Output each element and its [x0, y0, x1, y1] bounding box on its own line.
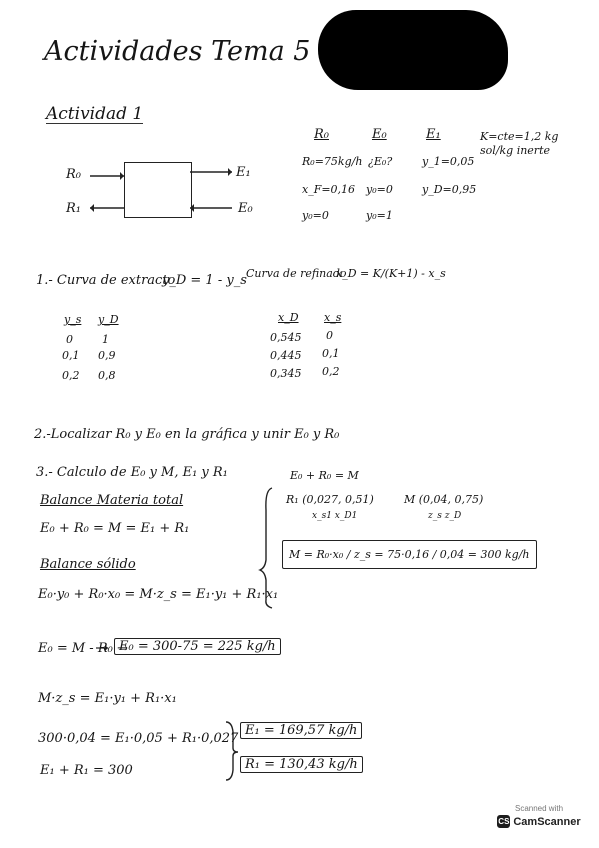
left-row-2-a: 0,1 — [62, 349, 80, 362]
balance-total-eq: E₀ + R₀ = M = E₁ + R₁ — [40, 521, 190, 536]
streams-header-r0: R₀ — [314, 127, 329, 142]
left-row-1-a: 0 — [66, 333, 73, 346]
e0-value-3: y₀=1 — [366, 209, 393, 222]
right-col-header-2: x_s — [324, 311, 342, 324]
right-row-2-a: 0,445 — [270, 349, 302, 362]
r0-value-1: R₀=75kg/h — [302, 155, 363, 168]
right-eq-1: E₀ + R₀ = M — [290, 469, 359, 482]
balance-solid-label: Balance sólido — [40, 557, 136, 572]
diagram-r0-label: R₀ — [66, 167, 81, 182]
page-title: Actividades Tema 5 — [44, 36, 311, 67]
right-eq-3-sub: z_s z_D — [428, 511, 462, 521]
e0-value-2: y₀=0 — [366, 183, 393, 196]
step2-text: 2.-Localizar R₀ y E₀ en la gráfica y unir E₀ y R₀ — [34, 427, 340, 442]
step1-eq2: x_D = K/(K+1) - x_s — [336, 267, 446, 280]
r0-value-2: x_F=0,16 — [302, 183, 356, 196]
watermark-top-text: Scanned with — [514, 804, 564, 813]
right-eq-3: M (0,04, 0,75) — [404, 493, 484, 506]
m-equation: M·z_s = E₁·y₁ + R₁·x₁ — [38, 691, 177, 706]
left-col-header-2: y_D — [98, 313, 119, 326]
e1-result-box: E₁ = 169,57 kg/h — [240, 722, 362, 739]
right-row-3-b: 0,2 — [322, 365, 340, 378]
k-constant: K=cte=1,2 kg sol/kg inerte — [480, 130, 559, 158]
numeric-equation: 300·0,04 = E₁·0,05 + R₁·0,027 — [38, 731, 239, 746]
step3-heading: 3.- Calculo de E₀ y M, E₁ y R₁ — [36, 465, 228, 480]
streams-header-e1: E₁ — [426, 127, 441, 142]
balance-total-label: Balance Materia total — [40, 493, 184, 508]
right-col-header-1: x_D — [278, 311, 299, 324]
camscanner-logo-icon: CS — [498, 817, 510, 826]
right-eq-2-sub: x_s1 x_D1 — [312, 511, 358, 521]
r0-value-3: y₀=0 — [302, 209, 329, 222]
streams-header-e0: E₀ — [372, 127, 387, 142]
balance-solid-eq: E₀·y₀ + R₀·x₀ = M·z_s = E₁·y₁ + R₁·x₁ — [38, 587, 279, 602]
diagram-e0-label: E₀ — [238, 201, 253, 216]
left-row-2-b: 0,9 — [98, 349, 116, 362]
m-calculation-box: M = R₀·x₀ / z_s = 75·0,16 / 0,04 = 300 kg/h — [282, 540, 537, 569]
watermark-name: CamScanner — [513, 815, 581, 828]
camscanner-watermark — [497, 804, 581, 838]
r1-result-box: R₁ = 130,43 kg/h — [240, 756, 363, 773]
left-row-3-a: 0,2 — [62, 369, 80, 382]
left-row-1-b: 1 — [102, 333, 109, 346]
right-row-1-a: 0,545 — [270, 331, 302, 344]
e0-value-1: ¿E₀? — [368, 155, 393, 168]
step1-heading: 1.- Curva de extracto — [36, 273, 176, 288]
right-row-2-b: 0,1 — [322, 347, 340, 360]
step1-eq1: y_D = 1 - y_s — [162, 273, 247, 288]
activity-title: Actividad 1 — [46, 104, 144, 124]
left-row-3-b: 0,8 — [98, 369, 116, 382]
e0-result-box: E₀ = 300-75 = 225 kg/h — [114, 638, 281, 655]
e0-line: E₀ = M - R₀ → — [38, 641, 128, 656]
diagram-e1-label: E₁ — [236, 165, 251, 180]
right-row-3-a: 0,345 — [270, 367, 302, 380]
right-eq-2: R₁ (0,027, 0,51) — [286, 493, 374, 506]
sum-equation: E₁ + R₁ = 300 — [40, 763, 133, 778]
step1-refinado: Curva de refinado — [246, 267, 347, 280]
e1-value-2: y_D=0,95 — [422, 183, 477, 196]
diagram-r1-label: R₁ — [66, 201, 81, 216]
left-col-header-1: y_s — [64, 313, 82, 326]
right-row-1-b: 0 — [326, 329, 333, 342]
e1-value-1: y_1=0,05 — [422, 155, 475, 168]
